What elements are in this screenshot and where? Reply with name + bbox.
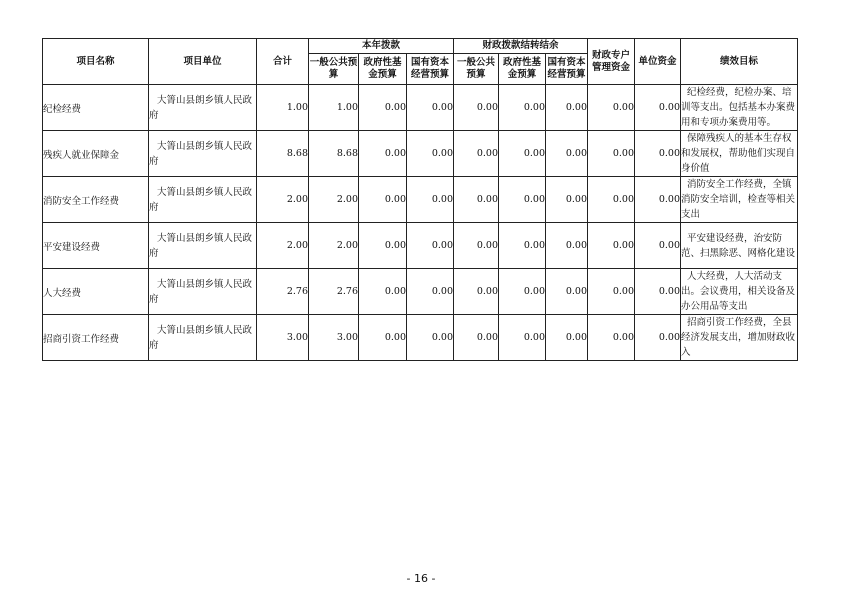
cell-total: 2.76 — [257, 269, 309, 315]
cell-cy-state: 0.00 — [407, 85, 454, 131]
cell-unit-fund: 0.00 — [635, 177, 681, 223]
cell-total: 1.00 — [257, 85, 309, 131]
cell-unit: 大箐山县朗乡镇人民政府 — [149, 177, 257, 223]
cell-co-gov-fund: 0.00 — [499, 315, 546, 361]
cell-unit: 大箐山县朗乡镇人民政府 — [149, 315, 257, 361]
cell-co-general: 0.00 — [454, 223, 499, 269]
cell-co-general: 0.00 — [454, 269, 499, 315]
cell-performance: 消防安全工作经费，全镇消防安全培训，检查等相关支出 — [681, 177, 798, 223]
cell-co-general: 0.00 — [454, 177, 499, 223]
cell-unit: 大箐山县朗乡镇人民政府 — [149, 223, 257, 269]
cell-co-gov-fund: 0.00 — [499, 85, 546, 131]
cell-special: 0.00 — [588, 131, 635, 177]
cell-unit-fund: 0.00 — [635, 85, 681, 131]
cell-cy-general: 1.00 — [309, 85, 359, 131]
cell-unit-fund: 0.00 — [635, 269, 681, 315]
cell-co-gov-fund: 0.00 — [499, 131, 546, 177]
header-project-name: 项目名称 — [43, 39, 149, 85]
cell-name: 纪检经费 — [43, 85, 149, 131]
cell-co-general: 0.00 — [454, 131, 499, 177]
cell-special: 0.00 — [588, 269, 635, 315]
header-special-fund: 财政专户管理资金 — [588, 39, 635, 85]
header-performance: 绩效目标 — [681, 39, 798, 85]
cell-co-gov-fund: 0.00 — [499, 223, 546, 269]
cell-cy-general: 2.00 — [309, 177, 359, 223]
cell-total: 8.68 — [257, 131, 309, 177]
cell-cy-state: 0.00 — [407, 315, 454, 361]
cell-cy-general: 2.76 — [309, 269, 359, 315]
cell-co-gov-fund: 0.00 — [499, 177, 546, 223]
budget-project-table — [42, 38, 798, 361]
header-current-year-group: 本年拨款 — [309, 39, 454, 54]
cell-cy-state: 0.00 — [407, 269, 454, 315]
header-co-gov-fund: 政府性基金预算 — [499, 54, 546, 85]
cell-total: 2.00 — [257, 223, 309, 269]
cell-co-state: 0.00 — [546, 269, 588, 315]
cell-co-general: 0.00 — [454, 85, 499, 131]
cell-co-gov-fund: 0.00 — [499, 269, 546, 315]
cell-cy-state: 0.00 — [407, 131, 454, 177]
cell-unit: 大箐山县朗乡镇人民政府 — [149, 131, 257, 177]
cell-cy-gov-fund: 0.00 — [359, 177, 407, 223]
header-total: 合计 — [257, 39, 309, 85]
cell-cy-general: 2.00 — [309, 223, 359, 269]
table-row — [43, 131, 798, 177]
header-project-unit: 项目单位 — [149, 39, 257, 85]
table-row — [43, 315, 798, 361]
cell-cy-gov-fund: 0.00 — [359, 131, 407, 177]
cell-cy-gov-fund: 0.00 — [359, 223, 407, 269]
cell-special: 0.00 — [588, 223, 635, 269]
cell-performance: 纪检经费，纪检办案、培训等支出。包括基本办案费用和专项办案费用等。 — [681, 85, 798, 131]
header-cy-general: 一般公共预算 — [309, 54, 359, 85]
cell-performance: 招商引资工作经费，全县经济发展支出，增加财政收入 — [681, 315, 798, 361]
cell-co-general: 0.00 — [454, 315, 499, 361]
header-carryover-group: 财政拨款结转结余 — [454, 39, 588, 54]
cell-name: 人大经费 — [43, 269, 149, 315]
cell-unit-fund: 0.00 — [635, 315, 681, 361]
cell-performance: 保障残疾人的基本生存权和发展权，帮助他们实现自身价值 — [681, 131, 798, 177]
cell-performance: 人大经费，人大活动支出。会议费用，相关设备及办公用品等支出 — [681, 269, 798, 315]
page-number: - 16 - — [406, 572, 436, 585]
cell-cy-gov-fund: 0.00 — [359, 269, 407, 315]
cell-co-state: 0.00 — [546, 131, 588, 177]
cell-cy-state: 0.00 — [407, 177, 454, 223]
cell-name: 残疾人就业保障金 — [43, 131, 149, 177]
cell-co-state: 0.00 — [546, 85, 588, 131]
cell-total: 2.00 — [257, 177, 309, 223]
cell-co-state: 0.00 — [546, 223, 588, 269]
cell-cy-state: 0.00 — [407, 223, 454, 269]
cell-cy-general: 3.00 — [309, 315, 359, 361]
cell-special: 0.00 — [588, 315, 635, 361]
table-row — [43, 177, 798, 223]
cell-unit: 大箐山县朗乡镇人民政府 — [149, 85, 257, 131]
cell-co-state: 0.00 — [546, 315, 588, 361]
header-cy-state-capital: 国有资本经营预算 — [407, 54, 454, 85]
header-unit-fund: 单位资金 — [635, 39, 681, 85]
table-row — [43, 223, 798, 269]
header-cy-gov-fund: 政府性基金预算 — [359, 54, 407, 85]
table-row — [43, 85, 798, 131]
cell-total: 3.00 — [257, 315, 309, 361]
cell-unit-fund: 0.00 — [635, 223, 681, 269]
cell-name: 消防安全工作经费 — [43, 177, 149, 223]
cell-unit: 大箐山县朗乡镇人民政府 — [149, 269, 257, 315]
cell-cy-gov-fund: 0.00 — [359, 315, 407, 361]
header-co-state-capital: 国有资本经营预算 — [546, 54, 588, 85]
cell-special: 0.00 — [588, 177, 635, 223]
cell-special: 0.00 — [588, 85, 635, 131]
cell-name: 招商引资工作经费 — [43, 315, 149, 361]
header-co-general: 一般公共预算 — [454, 54, 499, 85]
cell-co-state: 0.00 — [546, 177, 588, 223]
table-row — [43, 269, 798, 315]
cell-performance: 平安建设经费，治安防范、扫黑除恶、网格化建设 — [681, 223, 798, 269]
cell-unit-fund: 0.00 — [635, 131, 681, 177]
cell-cy-general: 8.68 — [309, 131, 359, 177]
cell-name: 平安建设经费 — [43, 223, 149, 269]
cell-cy-gov-fund: 0.00 — [359, 85, 407, 131]
